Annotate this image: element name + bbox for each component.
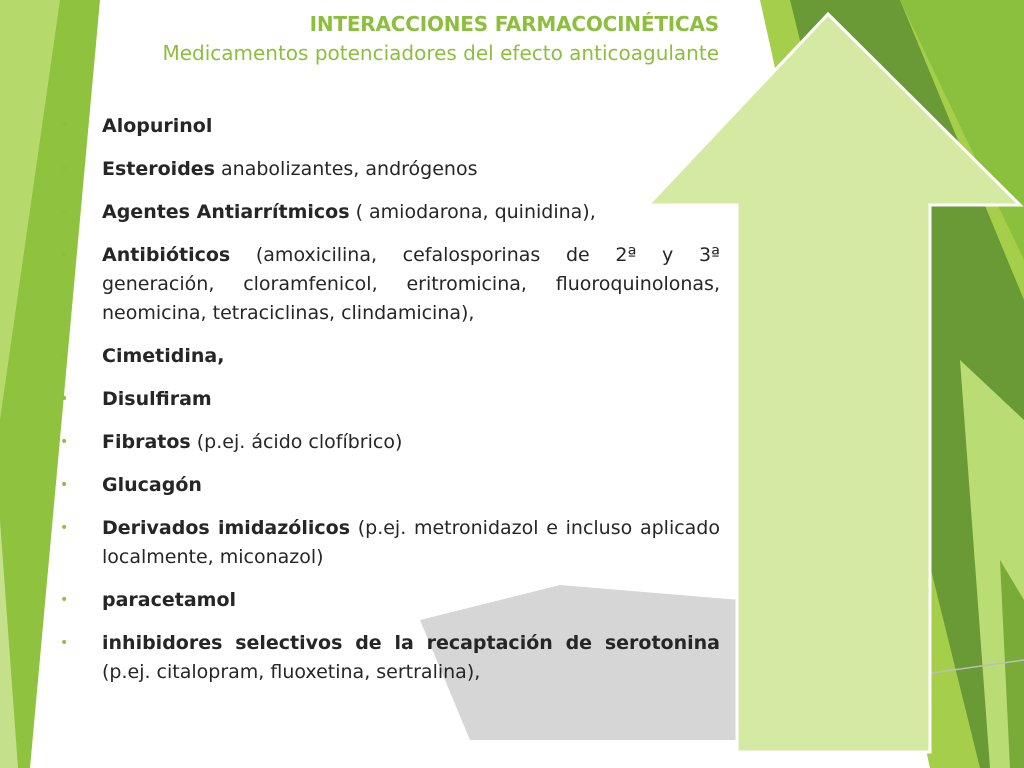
title-block — [159, 10, 719, 68]
list-item — [58, 514, 720, 572]
item-bold: paracetamol — [102, 589, 237, 611]
list-item — [58, 342, 720, 371]
bullet-dot-icon: • — [60, 118, 69, 134]
list-item — [58, 155, 720, 184]
list-item — [58, 112, 720, 141]
bullet-dot-icon: • — [60, 247, 69, 263]
list-item — [58, 198, 720, 227]
bullet-dot-icon: • — [60, 635, 69, 651]
item-rest: anabolizantes, andrógenos — [215, 158, 478, 180]
list-item — [58, 471, 720, 500]
drug-list — [58, 112, 720, 701]
item-bold: Antibióticos — [102, 244, 231, 266]
item-bold: Agentes Antiarrítmicos — [102, 201, 350, 223]
item-bold: Alopurinol — [102, 115, 213, 137]
item-rest: (p.ej. citalopram, fluoxetina, sertralina), — [102, 661, 481, 683]
list-item — [58, 241, 720, 328]
slide-subtitle: Medicamentos potenciadores del efecto anticoagulante — [162, 41, 719, 65]
bullet-dot-icon: • — [60, 161, 69, 177]
item-rest: (p.ej. metronidazol e incluso aplicado localmente, miconazol) — [102, 517, 720, 568]
item-bold: Derivados imidazólicos — [102, 517, 351, 539]
list-item — [58, 629, 720, 687]
item-bold: Esteroides — [102, 158, 215, 180]
bullet-dot-icon: • — [60, 348, 69, 364]
item-rest: (p.ej. ácido clofíbrico) — [190, 431, 403, 453]
bullet-dot-icon: • — [60, 592, 69, 608]
item-bold: Glucagón — [102, 474, 202, 496]
item-bold: Cimetidina, — [102, 345, 225, 367]
item-bold: Disulfiram — [102, 388, 212, 410]
list-item — [58, 428, 720, 457]
slide-title: INTERACCIONES FARMACOCINÉTICAS — [309, 12, 719, 36]
list-item — [58, 586, 720, 615]
bullet-dot-icon: • — [60, 477, 69, 493]
item-rest: ( amiodarona, quinidina), — [349, 201, 596, 223]
item-bold: inhibidores selectivos de la recaptación de serotonina — [102, 632, 720, 654]
bullet-dot-icon: • — [60, 204, 69, 220]
bullet-dot-icon: • — [60, 391, 69, 407]
item-bold: Fibratos — [102, 431, 191, 453]
item-rest: (amoxicilina, cefalosporinas de 2ª y 3ª generación, cloramfenicol, eritromicina, fluoroquinolonas, neomicina, tetraciclinas, clindamicina), — [102, 244, 720, 324]
list-item — [58, 385, 720, 414]
bullet-dot-icon: • — [60, 520, 69, 536]
bullet-dot-icon: • — [60, 434, 69, 450]
